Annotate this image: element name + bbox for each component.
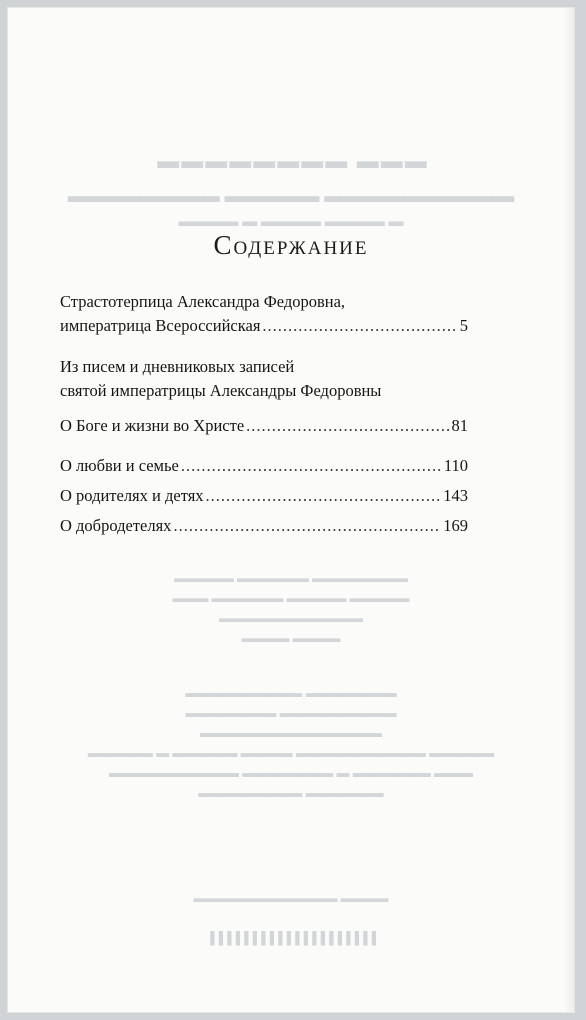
page-title: Содержание	[213, 230, 369, 260]
bleed-through-subtitle-2: ▬ ▬▬▬▬ ▬▬▬▬ ▬ ▬▬▬▬	[178, 214, 404, 230]
toc-entry-title: О Боге и жизни во Христе	[60, 416, 245, 435]
page-edge-shadow	[564, 8, 574, 1012]
toc-page-number: 143	[443, 486, 468, 505]
toc-entry[interactable]	[60, 414, 468, 438]
toc-entry-title: О любви и семье	[60, 456, 179, 475]
toc-entry-intro-line1: Страстотерпица Александра Федоровна,	[60, 292, 346, 311]
toc-page-number: 110	[443, 456, 468, 475]
bleed-through-advert: ▬▬▬▬▬▬▬ ▬▬▬▬▬▬▬▬▬ ▬▬▬▬▬▬▬▬▬ ▬▬▬▬▬▬▬ ▬▬▬▬▬▬▬▬▬▬▬▬▬▬ ▬▬▬▬▬ ▬▬▬▬▬▬▬▬▬▬ ▬▬▬▬ ▬▬▬▬▬ ▬ ▬▬▬▬▬ ▬▬▬ ▬▬▬▬▬▬ ▬ ▬▬▬▬▬▬▬ ▬▬▬▬▬▬▬▬▬▬ ▬▬▬▬▬▬ ▬▬▬▬▬▬▬▬	[87, 685, 495, 800]
toc-entry-intro-title: императрица Всероссийская	[60, 316, 261, 335]
toc-entry-title: О добродетелях	[60, 516, 172, 535]
leader-dots	[173, 514, 441, 538]
leader-dots	[246, 414, 449, 438]
toc-page-number: 5	[459, 316, 468, 335]
toc-entry[interactable]	[60, 484, 468, 508]
toc-entry-intro-line2	[60, 314, 468, 338]
bleed-through-subtitle: ▬▬▬▬▬▬▬▬▬▬ ▬▬▬▬▬ ▬▬▬▬▬▬▬▬	[67, 186, 515, 207]
leader-dots	[206, 484, 442, 508]
toc-entry[interactable]	[60, 454, 468, 478]
bleed-through-isbn: ▬▬▬▬ ▬▬▬▬▬▬▬▬▬▬▬▬ ▌▌▌▌▌▌▌▌▌▌▌▌▌▌▌▌▌▌▌▌	[193, 891, 389, 945]
toc-entry-title: О родителях и детях	[60, 486, 204, 505]
bleed-through-title: ▬▬▬ ▬▬▬▬▬▬▬▬	[155, 148, 427, 173]
section-heading-line2: святой императрицы Александры Федоровны	[60, 381, 382, 400]
toc-section-heading	[60, 355, 468, 403]
toc-page-number: 169	[443, 516, 468, 535]
leader-dots	[262, 314, 457, 338]
toc-page-number: 81	[451, 416, 468, 435]
section-heading-line1: Из писем и дневниковых записей	[60, 357, 295, 376]
toc-entry-intro[interactable]	[60, 290, 468, 338]
book-page	[8, 8, 574, 1012]
leader-dots	[181, 454, 442, 478]
bleed-through-imprint: ▬▬▬▬▬▬▬▬ ▬▬▬▬▬▬ ▬▬▬▬▬ ▬▬▬▬▬ ▬▬▬▬▬ ▬▬▬▬▬▬ ▬▬▬ ▬▬▬▬▬▬▬▬▬▬▬▬ ▬▬▬▬ ▬▬▬▬	[172, 571, 410, 645]
toc-entry[interactable]	[60, 514, 468, 538]
